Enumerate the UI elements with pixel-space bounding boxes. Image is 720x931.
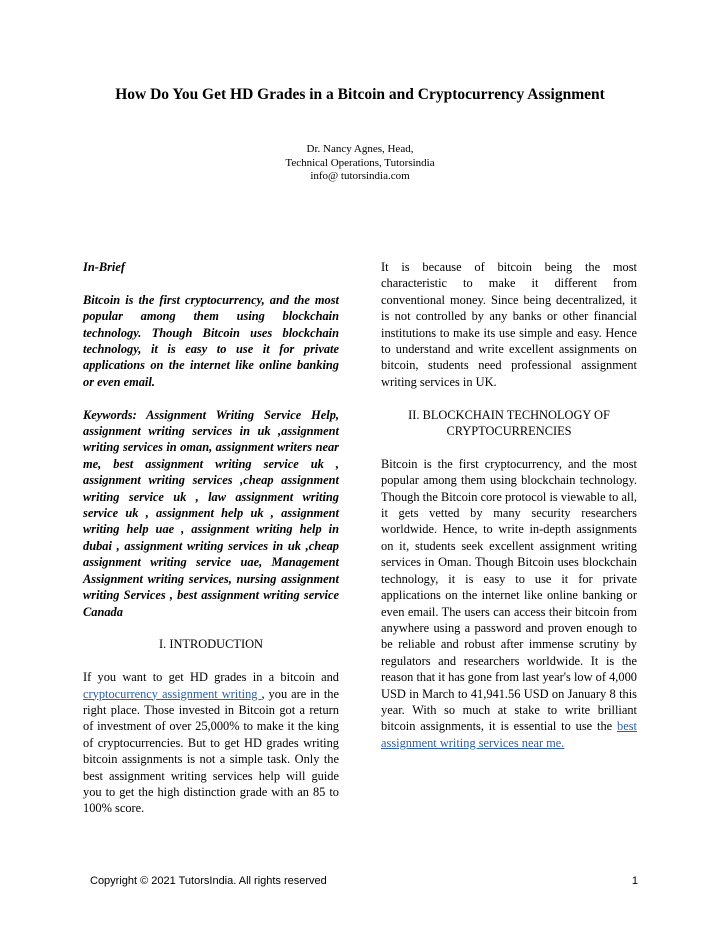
section2-paragraph xyxy=(381,456,637,751)
author-email: info@ tutorsindia.com xyxy=(310,170,410,182)
intro-text-end: , you are in the right place. Those invested in Bitcoin got a return of investment of over 25,000% to make it the king of cryptocurrencies. But to get HD grades writing bitcoin assignments is not a simple task. Only the best assignment writing services help will guide you to get the high distinction grade with an 85 to 100% score. xyxy=(83,686,339,816)
intro-paragraph xyxy=(83,669,339,817)
intro-heading: I. INTRODUCTION xyxy=(159,637,263,652)
intro-continuation: It is because of bitcoin being the most characteristic to make it different from conventional money. Since being decentralized, it is not controlled by any banks or other financial institutions to make its use simple and easy. Hence to understand and write excellent assignments on bitcoin, students need professional assignment writing services in UK. xyxy=(381,260,637,389)
keywords-text: Keywords: Assignment Writing Service Help, assignment writing services in uk ,assignment writing services in oman, assignment writers near me, best assignment writing service uk , assignment writing services ,cheap assignment writing service uk , law assignment writing service uk , assignment help uk , assignment writing help uae , assignment writing help in dubai , assignment writing services in uk ,cheap assignment writing service uae, Management Assignment writing services, nursing assignment writing Services , best assignment writing service Canada xyxy=(83,407,339,619)
page-number: 1 xyxy=(631,875,638,887)
best-assignment-services-link[interactable]: best assignment writing services near me. xyxy=(381,719,637,750)
intro-text-start: If you want to get HD grades in a bitcoin and xyxy=(83,670,339,685)
cryptocurrency-assignment-link[interactable]: cryptocurrency assignment writing xyxy=(83,686,262,701)
author-block xyxy=(0,143,720,184)
copyright-text: Copyright © 2021 TutorsIndia. All rights reserved xyxy=(90,875,327,887)
left-column xyxy=(83,259,339,817)
section2-text: Bitcoin is the first cryptocurrency, and the most popular among them using blockchain technology. Though the Bitcoin core protocol is viewable to all, it gets vetted by many security researchers worldwide. Hence, to write in-depth assignments on it, students seek excellent assignment writing services in Oman. Though Bitcoin uses blockchain technology, it is easy to use it for private applications on the internet like online banking or even email. The users can access their bitcoin from anywhere using a password and proven enough to be reliable and robust after immense scrutiny by regulators and researchers worldwide. It is the reason that it has gone from last year's low of 4,000 USD in March to 41,941.56 USD on January 8 this year. With so much at stake to write brilliant bitcoin assignments, it is essential to use the xyxy=(381,456,637,734)
brief-text: Bitcoin is the first cryptocurrency, and the most popular among them using blockchain technology. Though Bitcoin uses blockchain technology, it is easy to use it for private applications on the internet like online banking or even email. xyxy=(83,292,339,389)
brief-heading: In-Brief xyxy=(83,260,125,274)
right-column xyxy=(381,259,637,751)
author-affiliation: Technical Operations, Tutorsindia xyxy=(285,156,435,169)
document-title: How Do You Get HD Grades in a Bitcoin and Cryptocurrency Assignment xyxy=(115,86,605,103)
author-name: Dr. Nancy Agnes, Head, xyxy=(306,143,414,155)
section2-heading: II. BLOCKCHAIN TECHNOLOGY OF CRYPTOCURRENCIES xyxy=(408,407,610,439)
